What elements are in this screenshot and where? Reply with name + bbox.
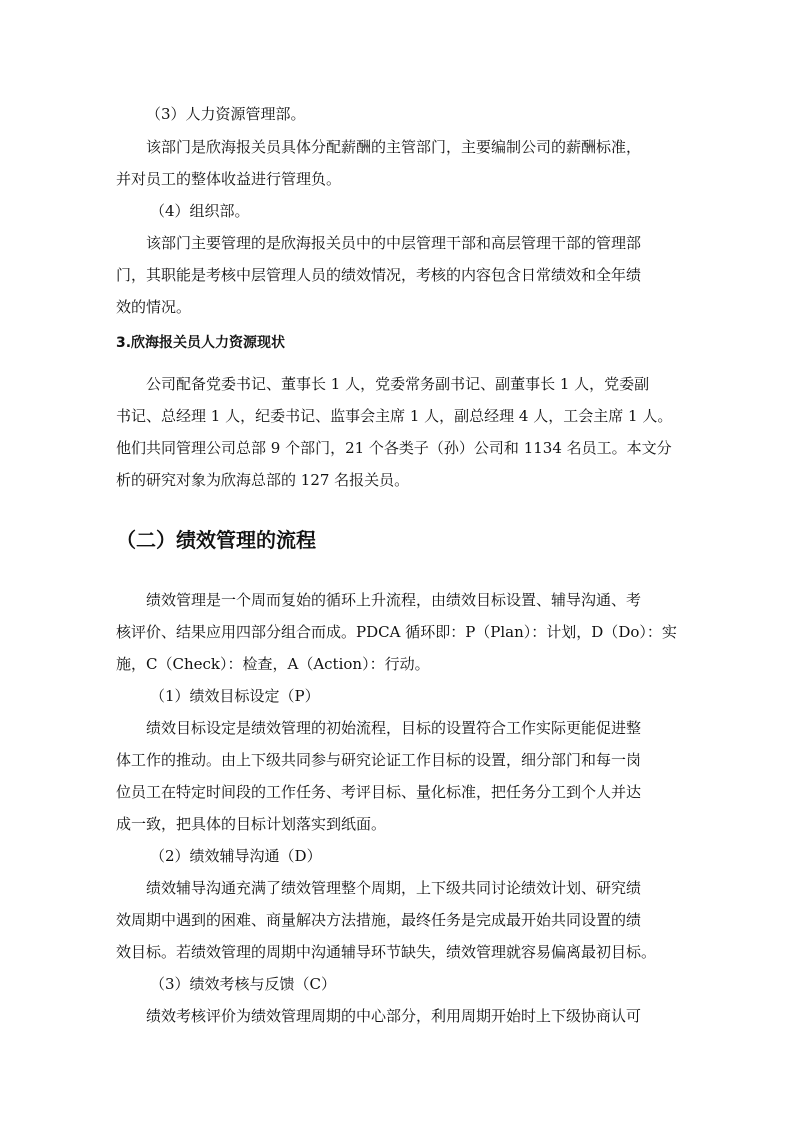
list-item-heading: （1）绩效目标设定（P） xyxy=(150,687,320,705)
paragraph-line: 门，其职能是考核中层管理人员的绩效情况，考核的内容包含日常绩效和全年绩 xyxy=(116,266,642,284)
paragraph-line: 成一致，把具体的目标计划落实到纸面。 xyxy=(116,815,387,833)
paragraph-line: 体工作的推动。由上下级共同参与研究论证工作目标的设置，细分部门和每一岗 xyxy=(116,751,642,769)
paragraph-line: 绩效目标设定是绩效管理的初始流程，目标的设置符合工作实际更能促进整 xyxy=(146,719,642,737)
paragraph-line: 绩效辅导沟通充满了绩效管理整个周期，上下级共同讨论绩效计划、研究绩 xyxy=(146,879,642,897)
paragraph-line: 绩效管理是一个周而复始的循环上升流程，由绩效目标设置、辅导沟通、考 xyxy=(146,591,642,609)
paragraph-line: 效周期中遇到的困难、商量解决方法措施，最终任务是完成最开始共同设置的绩 xyxy=(116,911,642,929)
paragraph-line: 施，C（Check）：检查，A（Action）：行动。 xyxy=(116,655,430,673)
paragraph-line: 绩效考核评价为绩效管理周期的中心部分，利用周期开始时上下级协商认可 xyxy=(146,1007,642,1025)
paragraph-line: 该部门是欣海报关员具体分配薪酬的主管部门，主要编制公司的薪酬标准， xyxy=(146,138,642,156)
list-item-heading: （2）绩效辅导沟通（D） xyxy=(150,847,322,865)
paragraph-line: 该部门主要管理的是欣海报关员中的中层管理干部和高层管理干部的管理部 xyxy=(146,234,642,252)
paragraph-line: 书记、总经理 1 人，纪委书记、监事会主席 1 人，副总经理 4 人，工会主席 1 人。 xyxy=(116,407,673,425)
chapter-heading: （二）绩效管理的流程 xyxy=(116,528,316,552)
paragraph-line: 效的情况。 xyxy=(116,298,192,316)
list-item-heading: （3）人力资源管理部。 xyxy=(146,105,306,123)
paragraph-line: 位员工在特定时间段的工作任务、考评目标、量化标准，把任务分工到个人并达 xyxy=(116,783,642,801)
paragraph-line: 核评价、结果应用四部分组合而成。PDCA 循环即：P（Plan）：计划，D（Do）：实 xyxy=(116,623,677,641)
paragraph-line: 析的研究对象为欣海总部的 127 名报关员。 xyxy=(116,471,410,489)
list-item-heading: （4）组织部。 xyxy=(150,202,250,220)
paragraph-line: 并对员工的整体收益进行管理负。 xyxy=(116,170,342,188)
paragraph-line: 他们共同管理公司总部 9 个部门，21 个各类子（孙）公司和 1134 名员工。本文分 xyxy=(116,439,672,457)
paragraph-line: 效目标。若绩效管理的周期中沟通辅导环节缺失，绩效管理就容易偏离最初目标。 xyxy=(116,943,657,961)
section-heading: 3.欣海报关员人力资源现状 xyxy=(116,335,286,351)
list-item-heading: （3）绩效考核与反馈（C） xyxy=(150,975,337,993)
paragraph-line: 公司配备党委书记、董事长 1 人，党委常务副书记、副董事长 1 人，党委副 xyxy=(146,375,650,393)
